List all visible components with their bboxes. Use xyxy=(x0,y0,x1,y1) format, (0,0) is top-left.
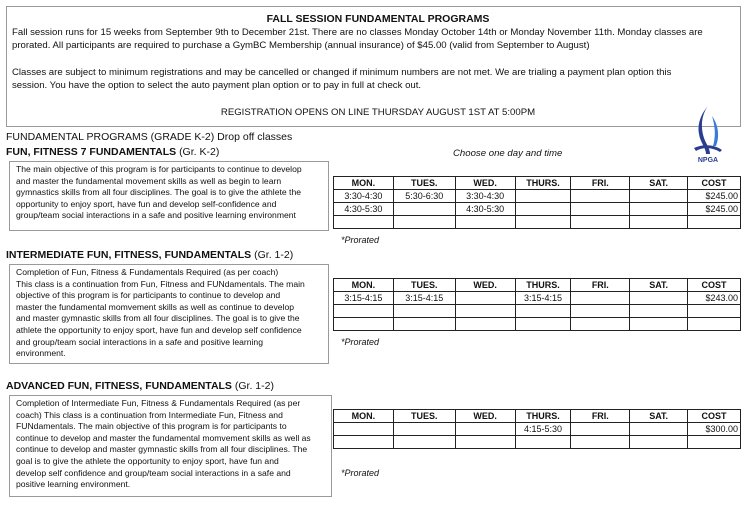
cell-wed xyxy=(455,318,515,331)
cell-sat xyxy=(630,305,688,318)
desc-line: athlete the opportunity to enjoy sport, have fun and develop self confidence xyxy=(16,324,302,335)
cell-mon xyxy=(334,305,394,318)
cell-wed xyxy=(455,292,515,305)
desc-line: objective of this program is for participants to continue to develop and xyxy=(16,290,281,301)
cell-tues xyxy=(393,203,455,216)
cell-mon xyxy=(334,423,394,436)
cell-cost xyxy=(688,216,741,229)
logo-text: NPGA xyxy=(697,157,719,164)
col-cost: COST xyxy=(688,177,741,190)
desc-line: The main objective of this program is for participants to continue to develop xyxy=(16,164,302,174)
desc-line: master the fundamental momvement skills as well as continue to develop xyxy=(16,301,295,312)
cell-tues xyxy=(393,436,455,449)
col-cost: COST xyxy=(688,410,741,423)
info-line-4: session. You have the option to select the auto payment plan option or to pay in full at check out. xyxy=(12,80,422,91)
program-name: FUN, FITNESS 7 FUNDAMENTALS xyxy=(6,146,177,158)
cell-wed: 4:30-5:30 xyxy=(455,203,515,216)
col-tues: TUES. xyxy=(393,279,455,292)
cell-thurs xyxy=(515,436,571,449)
program-grade: (Gr. 1-2) xyxy=(234,380,274,392)
cell-thurs xyxy=(515,318,571,331)
program-grade: (Gr. 1-2) xyxy=(254,249,294,261)
cell-sat xyxy=(630,436,688,449)
desc-line: and group/team social interactions in a safe and positive learning xyxy=(16,336,263,347)
table-header-row xyxy=(334,177,741,190)
cell-thurs xyxy=(515,190,571,203)
cell-sat xyxy=(630,423,688,436)
col-wed: WED. xyxy=(455,279,515,292)
program-description-3 xyxy=(9,395,332,497)
cell-sat xyxy=(630,203,688,216)
desc-line: continue to develop and master the fundamental momvement skills as well as xyxy=(16,432,311,443)
cell-wed: 3:30-4:30 xyxy=(455,190,515,203)
program-title-3 xyxy=(6,380,274,392)
col-tues: TUES. xyxy=(393,177,455,190)
cell-tues: 5:30-6:30 xyxy=(393,190,455,203)
cell-mon: 3:30-4:30 xyxy=(334,190,394,203)
col-cost: COST xyxy=(688,279,741,292)
table-row xyxy=(334,203,741,216)
table-row xyxy=(334,318,741,331)
col-thurs: THURS. xyxy=(515,410,571,423)
program-name: INTERMEDIATE FUN, FITNESS, FUNDAMENTALS xyxy=(6,249,252,261)
cell-cost: $243.00 xyxy=(688,292,741,305)
cell-fri xyxy=(571,305,630,318)
cell-mon xyxy=(334,318,394,331)
npga-logo xyxy=(688,104,728,166)
cell-mon xyxy=(334,216,394,229)
schedule-table-2 xyxy=(333,278,741,331)
cell-tues xyxy=(393,305,455,318)
cell-fri xyxy=(571,436,630,449)
info-line-3: Classes are subject to minimum registrations and may be cancelled or changed if minimum numbers are not met. We are trialing a payment plan option this xyxy=(12,67,672,78)
desc-line: opportunity to enjoy sport, have fun and develop self-confidence and xyxy=(16,198,277,209)
info-line-1: Fall session runs for 15 weeks from September 9th to December 21st. There are no classes Monday October 14th or Monday November 11th. Monday classes are xyxy=(12,27,703,38)
cell-tues xyxy=(393,423,455,436)
schedule-table-3 xyxy=(333,409,741,449)
table-row xyxy=(334,423,741,436)
cell-fri xyxy=(571,216,630,229)
col-sat: SAT. xyxy=(630,177,688,190)
desc-line: positive learning environment. xyxy=(16,479,131,490)
table-row xyxy=(334,436,741,449)
page-title: FALL SESSION FUNDAMENTAL PROGRAMS xyxy=(266,13,490,25)
prorated-note-1: *Prorated xyxy=(341,235,380,245)
col-mon: MON. xyxy=(334,177,394,190)
desc-line: Completion of Fun, Fitness & Fundamentals Required (as per coach) xyxy=(16,267,279,277)
col-thurs: THURS. xyxy=(515,279,571,292)
cell-mon: 3:15-4:15 xyxy=(334,292,394,305)
cell-cost: $245.00 xyxy=(688,203,741,216)
cell-wed xyxy=(455,216,515,229)
cell-fri xyxy=(571,203,630,216)
desc-line: and master the fundamental movement skills as well as begin to learn xyxy=(16,175,282,186)
cell-fri xyxy=(571,423,630,436)
cell-mon: 4:30-5:30 xyxy=(334,203,394,216)
desc-line: continue to develop and master gymnastic skills from all four disciplines. The xyxy=(16,444,308,455)
program-grade: (Gr. K-2) xyxy=(179,146,220,158)
registration-notice: REGISTRATION OPENS ON LINE THURSDAY AUGUST 1ST AT 5:00PM xyxy=(220,107,536,118)
prorated-note-2: *Prorated xyxy=(341,337,380,347)
program-description-1 xyxy=(9,161,329,231)
col-mon: MON. xyxy=(334,410,394,423)
cell-cost xyxy=(688,436,741,449)
col-mon: MON. xyxy=(334,279,394,292)
desc-line: develop self confidence and group/team social interactions in a safe and xyxy=(16,467,291,478)
cell-sat xyxy=(630,216,688,229)
cell-sat xyxy=(630,292,688,305)
col-thurs: THURS. xyxy=(515,177,571,190)
cell-sat xyxy=(630,318,688,331)
col-fri: FRI. xyxy=(571,279,630,292)
cell-fri xyxy=(571,318,630,331)
program-title-2 xyxy=(6,249,293,261)
info-line-2: prorated. All participants are required to purchase a GymBC Membership (annual insurance) of $45.00 (valid from September to August) xyxy=(12,40,590,51)
col-sat: SAT. xyxy=(630,279,688,292)
table-header-row xyxy=(334,410,741,423)
cell-wed xyxy=(455,305,515,318)
desc-line: This class is a continuation from Fun, Fitness and FUNdamentals. The main xyxy=(16,278,305,289)
desc-line: and master gymnastic skills from all four disciplines. The goal is to give the xyxy=(16,313,300,324)
desc-line: FUNdamentals. The main objective of this program is for participants to xyxy=(16,421,287,432)
schedule-table-1 xyxy=(333,176,741,229)
desc-line: goal is to give the athlete the opportunity to enjoy sport, have fun and xyxy=(16,455,279,466)
table-row xyxy=(334,305,741,318)
cell-cost: $300.00 xyxy=(688,423,741,436)
col-fri: FRI. xyxy=(571,177,630,190)
col-sat: SAT. xyxy=(630,410,688,423)
cell-tues: 3:15-4:15 xyxy=(393,292,455,305)
col-wed: WED. xyxy=(455,410,515,423)
prorated-note-3: *Prorated xyxy=(341,468,380,478)
section-label: FUNDAMENTAL PROGRAMS (GRADE K-2) Drop off classes xyxy=(6,131,293,143)
cell-wed xyxy=(455,423,515,436)
cell-tues xyxy=(393,318,455,331)
cell-wed xyxy=(455,436,515,449)
col-wed: WED. xyxy=(455,177,515,190)
cell-cost xyxy=(688,305,741,318)
cell-thurs xyxy=(515,216,571,229)
cell-thurs: 4:15-5:30 xyxy=(515,423,571,436)
desc-line: coach) This class is a continuation from Intermediate Fun, Fitness and xyxy=(16,409,283,420)
cell-thurs xyxy=(515,305,571,318)
table-row xyxy=(334,190,741,203)
table-row xyxy=(334,216,741,229)
desc-line: environment. xyxy=(16,348,66,359)
cell-fri xyxy=(571,292,630,305)
cell-cost: $245.00 xyxy=(688,190,741,203)
cell-cost xyxy=(688,318,741,331)
table-header-row xyxy=(334,279,741,292)
cell-mon xyxy=(334,436,394,449)
col-tues: TUES. xyxy=(393,410,455,423)
col-fri: FRI. xyxy=(571,410,630,423)
cell-tues xyxy=(393,216,455,229)
desc-line: Completion of Intermediate Fun, Fitness & Fundamentals Required (as per xyxy=(16,398,301,408)
cell-thurs: 3:15-4:15 xyxy=(515,292,571,305)
desc-line: group/team social interactions in a safe and positive learning environment xyxy=(16,210,296,221)
choose-label: Choose one day and time xyxy=(453,148,563,159)
cell-fri xyxy=(571,190,630,203)
cell-thurs xyxy=(515,203,571,216)
program-title-1 xyxy=(6,146,219,158)
program-name: ADVANCED FUN, FITNESS, FUNDAMENTALS xyxy=(6,380,232,392)
program-description-2 xyxy=(9,264,329,364)
table-row xyxy=(334,292,741,305)
gymnast-logo-icon xyxy=(688,104,728,166)
desc-line: gymnastics skills from all four disciplines. The goal is to give the athlete the xyxy=(16,187,301,198)
cell-sat xyxy=(630,190,688,203)
